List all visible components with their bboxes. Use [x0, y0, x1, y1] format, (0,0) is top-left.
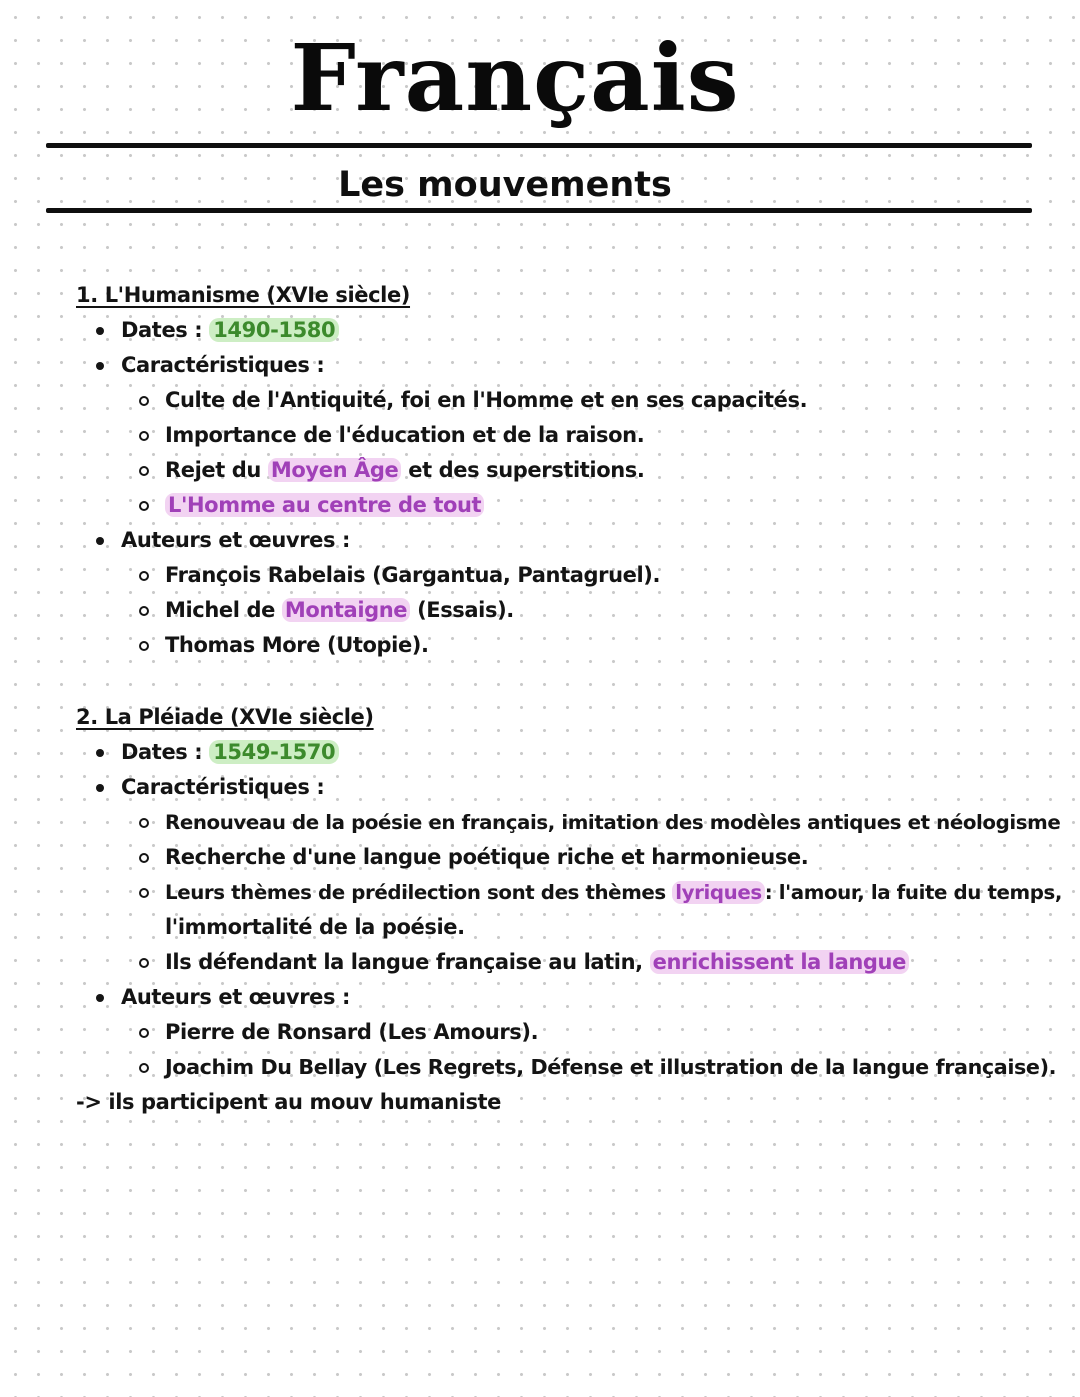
circle-bullet-icon — [139, 853, 149, 863]
list-item-auteurs — [76, 523, 1036, 558]
list-item-dates — [76, 313, 1036, 348]
sub-item-text: Joachim Du Bellay (Les Regrets, Défense et illustration de la langue française). — [165, 1055, 1057, 1079]
list-item-auteurs — [76, 980, 1036, 1015]
bullet-icon — [96, 749, 104, 757]
list-item-caracteristiques — [76, 770, 1036, 805]
bullet-icon — [96, 784, 104, 792]
bullet-icon — [96, 994, 104, 1002]
dates-label: Dates : — [121, 740, 203, 764]
sub-item-text: Ils défendant la langue française au latin, — [165, 950, 650, 974]
bullet-icon — [96, 327, 104, 335]
sub-list-item — [76, 840, 1036, 875]
caracteristiques-label: Caractéristiques : — [121, 353, 325, 377]
circle-bullet-icon — [139, 396, 149, 406]
sub-item-text: Pierre de Ronsard (Les Amours). — [165, 1020, 539, 1044]
highlighted-text: L'Homme au centre de tout — [165, 493, 484, 517]
dates-label: Dates : — [121, 318, 203, 342]
circle-bullet-icon — [139, 1028, 149, 1038]
bullet-icon — [96, 537, 104, 545]
sub-item-text: Recherche d'une langue poétique riche et harmonieuse. — [165, 845, 809, 869]
page-title: Français — [290, 24, 740, 132]
sub-list-item — [76, 945, 1036, 980]
sub-item-text: Renouveau de la poésie en français, imitation des modèles antiques et néologisme — [165, 811, 1061, 834]
sub-list-item — [76, 453, 1036, 488]
dates-value: 1490-1580 — [209, 318, 339, 342]
section-heading: 1. L'Humanisme (XVIe siècle) — [76, 283, 411, 307]
sub-item-text: : l'amour, la fuite du temps, — [764, 881, 1062, 904]
sub-list-item — [76, 488, 1036, 523]
sub-item-text: l'immortalité de la poésie. — [165, 915, 465, 939]
circle-bullet-icon — [139, 641, 149, 651]
highlighted-text: enrichissent la langue — [650, 950, 909, 974]
circle-bullet-icon — [139, 606, 149, 616]
sub-list-item — [76, 418, 1036, 453]
sub-list-item — [76, 1050, 1057, 1085]
circle-bullet-icon — [139, 431, 149, 441]
sub-list-item — [76, 593, 1036, 628]
circle-bullet-icon — [139, 501, 149, 511]
circle-bullet-icon — [139, 1063, 149, 1073]
highlighted-text: Montaigne — [282, 598, 410, 622]
circle-bullet-icon — [139, 571, 149, 581]
section-humanisme — [76, 278, 1036, 663]
sub-item-text: Thomas More (Utopie). — [165, 633, 429, 657]
top-divider — [46, 143, 1032, 148]
list-item-caracteristiques — [76, 348, 1036, 383]
sub-item-text: Leurs thèmes de prédilection sont des thèmes — [165, 881, 673, 904]
list-item-dates — [76, 735, 1036, 770]
sub-list-item — [76, 1015, 1036, 1050]
conclusion-note: -> ils participent au mouv humaniste — [76, 1090, 502, 1114]
auteurs-label: Auteurs et œuvres : — [121, 528, 351, 552]
sub-item-text: François Rabelais (Gargantua, Pantagruel). — [165, 563, 661, 587]
sub-list-item — [76, 383, 1036, 418]
sub-item-text: Rejet du — [165, 458, 268, 482]
highlighted-text: lyriques — [672, 881, 764, 904]
sub-list-item — [76, 628, 1036, 663]
section-heading: 2. La Pléiade (XVIe siècle) — [76, 705, 374, 729]
sub-list-item — [76, 805, 1061, 840]
circle-bullet-icon — [139, 958, 149, 968]
caracteristiques-label: Caractéristiques : — [121, 775, 325, 799]
highlighted-text: Moyen Âge — [268, 458, 401, 482]
sub-item-text: (Essais). — [410, 598, 514, 622]
circle-bullet-icon — [139, 818, 149, 828]
sub-list-item-continuation — [76, 910, 1036, 945]
sub-list-item — [76, 558, 1036, 593]
sub-list-item — [76, 875, 1062, 910]
section-pleiade — [76, 700, 1062, 1120]
sub-item-text: Culte de l'Antiquité, foi en l'Homme et en ses capacités. — [165, 388, 808, 412]
sub-item-text: Importance de l'éducation et de la raison. — [165, 423, 645, 447]
bottom-divider — [46, 208, 1032, 213]
bullet-icon — [96, 362, 104, 370]
page-subtitle: Les mouvements — [338, 165, 672, 205]
auteurs-label: Auteurs et œuvres : — [121, 985, 351, 1009]
sub-item-text: et des superstitions. — [401, 458, 645, 482]
dates-value: 1549-1570 — [209, 740, 339, 764]
circle-bullet-icon — [139, 888, 149, 898]
circle-bullet-icon — [139, 466, 149, 476]
sub-item-text: Michel de — [165, 598, 282, 622]
